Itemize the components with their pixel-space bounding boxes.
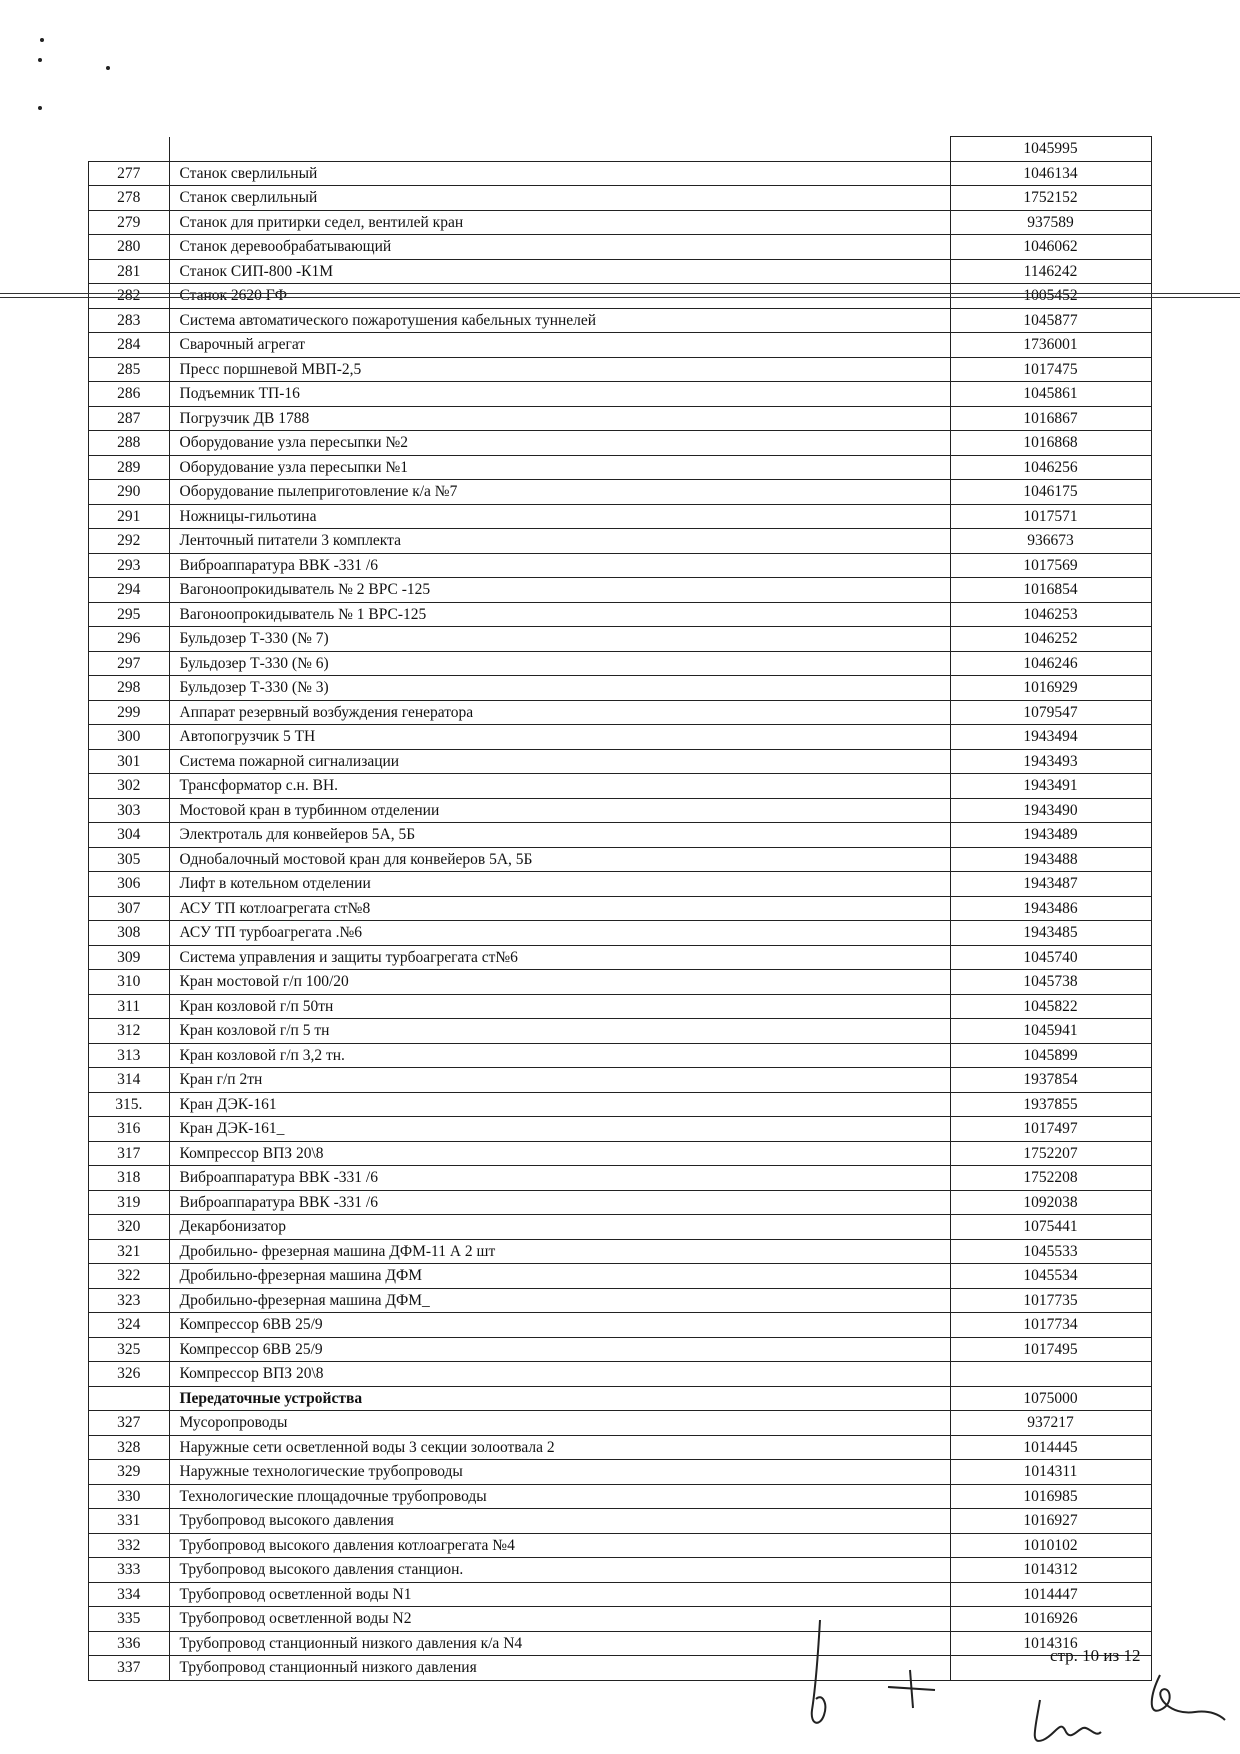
row-number-cell: 324 (89, 1313, 170, 1338)
equipment-name-cell: Виброаппаратура ВВК -331 /6 (169, 1166, 950, 1191)
inventory-code-cell: 1045738 (950, 970, 1151, 995)
row-number-cell (89, 137, 170, 162)
inventory-code-cell: 1045861 (950, 382, 1151, 407)
table-row (89, 357, 1152, 382)
equipment-name-cell: Вагоноопрокидыватель № 2 ВРС -125 (169, 578, 950, 603)
equipment-name-cell: Сварочный агрегат (169, 333, 950, 358)
table-row (89, 896, 1152, 921)
equipment-name-cell: Трубопровод высокого давления котлоагрегата №4 (169, 1533, 950, 1558)
equipment-name-cell: Кран мостовой г/п 100/20 (169, 970, 950, 995)
table-row (89, 210, 1152, 235)
equipment-name-cell: Трубопровод осветленной воды N2 (169, 1607, 950, 1632)
inventory-code-cell: 1005452 (950, 284, 1151, 309)
equipment-name-cell: Кран козловой г/п 5 тн (169, 1019, 950, 1044)
inventory-table-body (89, 137, 1152, 1681)
inventory-code-cell: 1017735 (950, 1288, 1151, 1313)
row-number-cell: 301 (89, 749, 170, 774)
inventory-code-cell: 1045533 (950, 1239, 1151, 1264)
inventory-code-cell: 1045995 (950, 137, 1151, 162)
inventory-code-cell: 1943494 (950, 725, 1151, 750)
inventory-code-cell: 1943493 (950, 749, 1151, 774)
equipment-name-cell: Кран ДЭК-161 (169, 1092, 950, 1117)
table-row (89, 235, 1152, 260)
equipment-name-cell: Трубопровод высокого давления (169, 1509, 950, 1534)
handwritten-signature-mark (1025, 1690, 1135, 1750)
row-number-cell: 315. (89, 1092, 170, 1117)
inventory-code-cell: 1016985 (950, 1484, 1151, 1509)
table-row (89, 308, 1152, 333)
row-number-cell: 284 (89, 333, 170, 358)
table-row (89, 798, 1152, 823)
table-row (89, 1313, 1152, 1338)
equipment-name-cell: Декарбонизатор (169, 1215, 950, 1240)
row-number-cell: 308 (89, 921, 170, 946)
table-row (89, 1019, 1152, 1044)
table-row (89, 406, 1152, 431)
scan-speck (38, 106, 42, 110)
row-number-cell: 287 (89, 406, 170, 431)
equipment-name-cell: Передаточные устройства (169, 1386, 950, 1411)
table-row (89, 1337, 1152, 1362)
equipment-name-cell: Трубопровод осветленной воды N1 (169, 1582, 950, 1607)
equipment-name-cell: Погрузчик ДВ 1788 (169, 406, 950, 431)
table-row (89, 1460, 1152, 1485)
scan-speck (106, 66, 110, 70)
table-row (89, 504, 1152, 529)
row-number-cell: 298 (89, 676, 170, 701)
row-number-cell: 303 (89, 798, 170, 823)
equipment-name-cell: Пресс поршневой МВП-2,5 (169, 357, 950, 382)
table-row (89, 1190, 1152, 1215)
equipment-name-cell: Оборудование пылеприготовление к/а №7 (169, 480, 950, 505)
row-number-cell: 304 (89, 823, 170, 848)
equipment-name-cell: Станок 2620 ГФ (169, 284, 950, 309)
row-number-cell: 288 (89, 431, 170, 456)
table-row (89, 553, 1152, 578)
equipment-name-cell: АСУ ТП турбоагрегата .№6 (169, 921, 950, 946)
table-row (89, 847, 1152, 872)
inventory-code-cell: 1046246 (950, 651, 1151, 676)
inventory-code-cell: 1752208 (950, 1166, 1151, 1191)
inventory-code-cell: 1937854 (950, 1068, 1151, 1093)
strike-line (0, 297, 1240, 298)
inventory-code-cell: 1046253 (950, 602, 1151, 627)
equipment-name-cell: Кран г/п 2тн (169, 1068, 950, 1093)
inventory-code-cell: 1046134 (950, 161, 1151, 186)
inventory-code-cell: 1045899 (950, 1043, 1151, 1068)
row-number-cell: 313 (89, 1043, 170, 1068)
table-row (89, 455, 1152, 480)
inventory-code-cell: 1075000 (950, 1386, 1151, 1411)
equipment-name-cell: Подъемник ТП-16 (169, 382, 950, 407)
row-number-cell: 325 (89, 1337, 170, 1362)
inventory-code-cell: 1943488 (950, 847, 1151, 872)
equipment-name-cell: Мостовой кран в турбинном отделении (169, 798, 950, 823)
row-number-cell: 334 (89, 1582, 170, 1607)
row-number-cell: 292 (89, 529, 170, 554)
inventory-table-wrapper (88, 136, 1148, 1681)
equipment-name-cell: Кран ДЭК-161_ (169, 1117, 950, 1142)
table-row (89, 1141, 1152, 1166)
table-row (89, 431, 1152, 456)
row-number-cell: 293 (89, 553, 170, 578)
equipment-name-cell: Система пожарной сигнализации (169, 749, 950, 774)
table-row (89, 700, 1152, 725)
equipment-name-cell: Станок сверлильный (169, 161, 950, 186)
row-number-cell: 309 (89, 945, 170, 970)
handwritten-signature-mark (790, 1615, 850, 1735)
row-number-cell: 289 (89, 455, 170, 480)
row-number-cell: 291 (89, 504, 170, 529)
table-row (89, 945, 1152, 970)
table-row (89, 1582, 1152, 1607)
row-number-cell: 314 (89, 1068, 170, 1093)
table-row (89, 823, 1152, 848)
row-number-cell: 336 (89, 1631, 170, 1656)
inventory-code-cell: 1146242 (950, 259, 1151, 284)
handwritten-signature-mark (1140, 1670, 1230, 1730)
row-number-cell: 302 (89, 774, 170, 799)
scan-speck (38, 58, 42, 62)
table-row (89, 970, 1152, 995)
table-row (89, 1607, 1152, 1632)
equipment-name-cell: Виброаппаратура ВВК -331 /6 (169, 553, 950, 578)
table-row (89, 872, 1152, 897)
equipment-name-cell: Система управления и защиты турбоагрегата ст№6 (169, 945, 950, 970)
row-number-cell: 316 (89, 1117, 170, 1142)
table-row (89, 602, 1152, 627)
equipment-name-cell: Технологические площадочные трубопроводы (169, 1484, 950, 1509)
equipment-name-cell: Дробильно-фрезерная машина ДФМ (169, 1264, 950, 1289)
inventory-code-cell: 1075441 (950, 1215, 1151, 1240)
row-number-cell: 283 (89, 308, 170, 333)
inventory-code-cell: 1016867 (950, 406, 1151, 431)
table-row (89, 1533, 1152, 1558)
page-number: стр. 10 из 12 (1050, 1646, 1141, 1665)
inventory-code-cell: 1046062 (950, 235, 1151, 260)
inventory-code-cell: 1017571 (950, 504, 1151, 529)
equipment-name-cell: Станок сверлильный (169, 186, 950, 211)
inventory-code-cell: 1010102 (950, 1533, 1151, 1558)
row-number-cell: 278 (89, 186, 170, 211)
equipment-name-cell: Система автоматического пожаротушения кабельных туннелей (169, 308, 950, 333)
table-row (89, 1386, 1152, 1411)
inventory-code-cell: 937217 (950, 1411, 1151, 1436)
inventory-code-cell: 1943485 (950, 921, 1151, 946)
inventory-code-cell: 1016927 (950, 1509, 1151, 1534)
inventory-code-cell: 1736001 (950, 333, 1151, 358)
row-number-cell: 281 (89, 259, 170, 284)
table-row (89, 1558, 1152, 1583)
inventory-code-cell: 1943491 (950, 774, 1151, 799)
table-row (89, 1092, 1152, 1117)
inventory-code-cell (950, 1362, 1151, 1387)
table-row (89, 1264, 1152, 1289)
equipment-name-cell: Компрессор ВПЗ 20\8 (169, 1141, 950, 1166)
table-row (89, 1656, 1152, 1681)
inventory-code-cell: 1045740 (950, 945, 1151, 970)
row-number-cell: 331 (89, 1509, 170, 1534)
inventory-code-cell: 1045941 (950, 1019, 1151, 1044)
row-number-cell: 310 (89, 970, 170, 995)
equipment-name-cell: Компрессор 6ВВ 25/9 (169, 1313, 950, 1338)
row-number-cell: 300 (89, 725, 170, 750)
equipment-name-cell: Вагоноопрокидыватель № 1 ВРС-125 (169, 602, 950, 627)
row-number-cell: 280 (89, 235, 170, 260)
row-number-cell: 329 (89, 1460, 170, 1485)
equipment-name-cell: Наружные сети осветленной воды 3 секции золоотвала 2 (169, 1435, 950, 1460)
row-number-cell: 335 (89, 1607, 170, 1632)
table-row (89, 1362, 1152, 1387)
table-row (89, 1435, 1152, 1460)
equipment-name-cell (169, 137, 950, 162)
equipment-name-cell: Компрессор 6ВВ 25/9 (169, 1337, 950, 1362)
table-row (89, 1288, 1152, 1313)
table-row (89, 161, 1152, 186)
table-row (89, 480, 1152, 505)
inventory-code-cell: 1943489 (950, 823, 1151, 848)
inventory-code-cell: 1943490 (950, 798, 1151, 823)
equipment-name-cell: Мусоропроводы (169, 1411, 950, 1436)
table-row (89, 1239, 1152, 1264)
inventory-code-cell: 1017734 (950, 1313, 1151, 1338)
row-number-cell: 282 (89, 284, 170, 309)
table-row (89, 921, 1152, 946)
table-row (89, 529, 1152, 554)
row-number-cell: 305 (89, 847, 170, 872)
inventory-code-cell: 1014316 (950, 1631, 1151, 1656)
equipment-name-cell: Наружные технологические трубопроводы (169, 1460, 950, 1485)
row-number-cell: 328 (89, 1435, 170, 1460)
inventory-code-cell: 1016926 (950, 1607, 1151, 1632)
table-row (89, 651, 1152, 676)
row-number-cell: 307 (89, 896, 170, 921)
equipment-name-cell: Оборудование узла пересыпки №1 (169, 455, 950, 480)
equipment-name-cell: Бульдозер Т-330 (№ 3) (169, 676, 950, 701)
table-row (89, 259, 1152, 284)
row-number-cell: 320 (89, 1215, 170, 1240)
inventory-code-cell: 1079547 (950, 700, 1151, 725)
table-row (89, 1484, 1152, 1509)
inventory-code-cell: 1046252 (950, 627, 1151, 652)
inventory-code-cell: 1045534 (950, 1264, 1151, 1289)
equipment-name-cell: Дробильно- фрезерная машина ДФМ-11 А 2 шт (169, 1239, 950, 1264)
table-row (89, 994, 1152, 1019)
equipment-name-cell: Ленточный питатели 3 комплекта (169, 529, 950, 554)
row-number-cell: 317 (89, 1141, 170, 1166)
inventory-code-cell: 1937855 (950, 1092, 1151, 1117)
inventory-code-cell: 1014311 (950, 1460, 1151, 1485)
table-row (89, 137, 1152, 162)
inventory-code-cell: 1943487 (950, 872, 1151, 897)
inventory-code-cell: 1016854 (950, 578, 1151, 603)
row-number-cell: 299 (89, 700, 170, 725)
row-number-cell: 277 (89, 161, 170, 186)
table-row (89, 1117, 1152, 1142)
row-number-cell: 285 (89, 357, 170, 382)
equipment-name-cell: Оборудование узла пересыпки №2 (169, 431, 950, 456)
row-number-cell: 311 (89, 994, 170, 1019)
table-row (89, 333, 1152, 358)
inventory-code-cell: 937589 (950, 210, 1151, 235)
table-row (89, 1068, 1152, 1093)
row-number-cell: 290 (89, 480, 170, 505)
equipment-name-cell: Автопогрузчик 5 ТН (169, 725, 950, 750)
row-number-cell: 327 (89, 1411, 170, 1436)
inventory-code-cell: 1016929 (950, 676, 1151, 701)
row-number-cell: 337 (89, 1656, 170, 1681)
strike-line (0, 293, 1240, 294)
handwritten-cross-mark (880, 1662, 940, 1712)
row-number-cell: 322 (89, 1264, 170, 1289)
equipment-name-cell: Трубопровод станционный низкого давления к/а N4 (169, 1631, 950, 1656)
equipment-name-cell: Трубопровод станционный низкого давления (169, 1656, 950, 1681)
inventory-code-cell: 1017569 (950, 553, 1151, 578)
inventory-code-cell: 1752152 (950, 186, 1151, 211)
row-number-cell: 319 (89, 1190, 170, 1215)
inventory-code-cell: 1014447 (950, 1582, 1151, 1607)
table-row (89, 284, 1152, 309)
table-row (89, 578, 1152, 603)
row-number-cell (89, 1386, 170, 1411)
row-number-cell: 318 (89, 1166, 170, 1191)
equipment-name-cell: Станок деревообрабатывающий (169, 235, 950, 260)
table-row (89, 749, 1152, 774)
inventory-code-cell: 1943486 (950, 896, 1151, 921)
equipment-name-cell: Станок для притирки седел, вентилей кран (169, 210, 950, 235)
equipment-name-cell: Компрессор ВПЗ 20\8 (169, 1362, 950, 1387)
table-row (89, 676, 1152, 701)
scan-speck (40, 38, 44, 42)
table-row (89, 774, 1152, 799)
inventory-code-cell: 1017497 (950, 1117, 1151, 1142)
table-row (89, 1509, 1152, 1534)
row-number-cell: 296 (89, 627, 170, 652)
row-number-cell: 326 (89, 1362, 170, 1387)
inventory-code-cell: 1046175 (950, 480, 1151, 505)
equipment-name-cell: Трубопровод высокого давления станцион. (169, 1558, 950, 1583)
equipment-name-cell: Дробильно-фрезерная машина ДФМ_ (169, 1288, 950, 1313)
table-row (89, 186, 1152, 211)
equipment-name-cell: Станок СИП-800 -К1М (169, 259, 950, 284)
inventory-code-cell: 1017495 (950, 1337, 1151, 1362)
row-number-cell: 323 (89, 1288, 170, 1313)
inventory-code-cell: 1016868 (950, 431, 1151, 456)
row-number-cell: 330 (89, 1484, 170, 1509)
table-row (89, 1166, 1152, 1191)
inventory-code-cell: 1014445 (950, 1435, 1151, 1460)
equipment-name-cell: Трансформатор с.н. ВН. (169, 774, 950, 799)
inventory-code-cell: 1045822 (950, 994, 1151, 1019)
equipment-name-cell: Кран козловой г/п 3,2 тн. (169, 1043, 950, 1068)
equipment-name-cell: Бульдозер Т-330 (№ 7) (169, 627, 950, 652)
inventory-code-cell: 1752207 (950, 1141, 1151, 1166)
inventory-code-cell: 936673 (950, 529, 1151, 554)
equipment-name-cell: Кран козловой г/п 50тн (169, 994, 950, 1019)
equipment-name-cell: Однобалочный мостовой кран для конвейеров 5А, 5Б (169, 847, 950, 872)
row-number-cell: 279 (89, 210, 170, 235)
equipment-name-cell: Аппарат резервный возбуждения генератора (169, 700, 950, 725)
equipment-name-cell: Лифт в котельном отделении (169, 872, 950, 897)
equipment-name-cell: АСУ ТП котлоагрегата ст№8 (169, 896, 950, 921)
row-number-cell: 306 (89, 872, 170, 897)
row-number-cell: 294 (89, 578, 170, 603)
row-number-cell: 297 (89, 651, 170, 676)
row-number-cell: 332 (89, 1533, 170, 1558)
table-row (89, 627, 1152, 652)
row-number-cell: 286 (89, 382, 170, 407)
table-row (89, 1215, 1152, 1240)
table-row (89, 382, 1152, 407)
row-number-cell: 321 (89, 1239, 170, 1264)
equipment-name-cell: Ножницы-гильотина (169, 504, 950, 529)
row-number-cell: 333 (89, 1558, 170, 1583)
inventory-code-cell: 1046256 (950, 455, 1151, 480)
table-row (89, 1631, 1152, 1656)
inventory-table (88, 136, 1152, 1681)
table-row (89, 725, 1152, 750)
inventory-code-cell: 1092038 (950, 1190, 1151, 1215)
table-row (89, 1411, 1152, 1436)
row-number-cell: 312 (89, 1019, 170, 1044)
table-row (89, 1043, 1152, 1068)
inventory-code-cell: 1045877 (950, 308, 1151, 333)
equipment-name-cell: Виброаппаратура ВВК -331 /6 (169, 1190, 950, 1215)
inventory-code-cell: 1017475 (950, 357, 1151, 382)
inventory-code-cell: 1014312 (950, 1558, 1151, 1583)
equipment-name-cell: Бульдозер Т-330 (№ 6) (169, 651, 950, 676)
row-number-cell: 295 (89, 602, 170, 627)
equipment-name-cell: Электроталь для конвейеров 5А, 5Б (169, 823, 950, 848)
